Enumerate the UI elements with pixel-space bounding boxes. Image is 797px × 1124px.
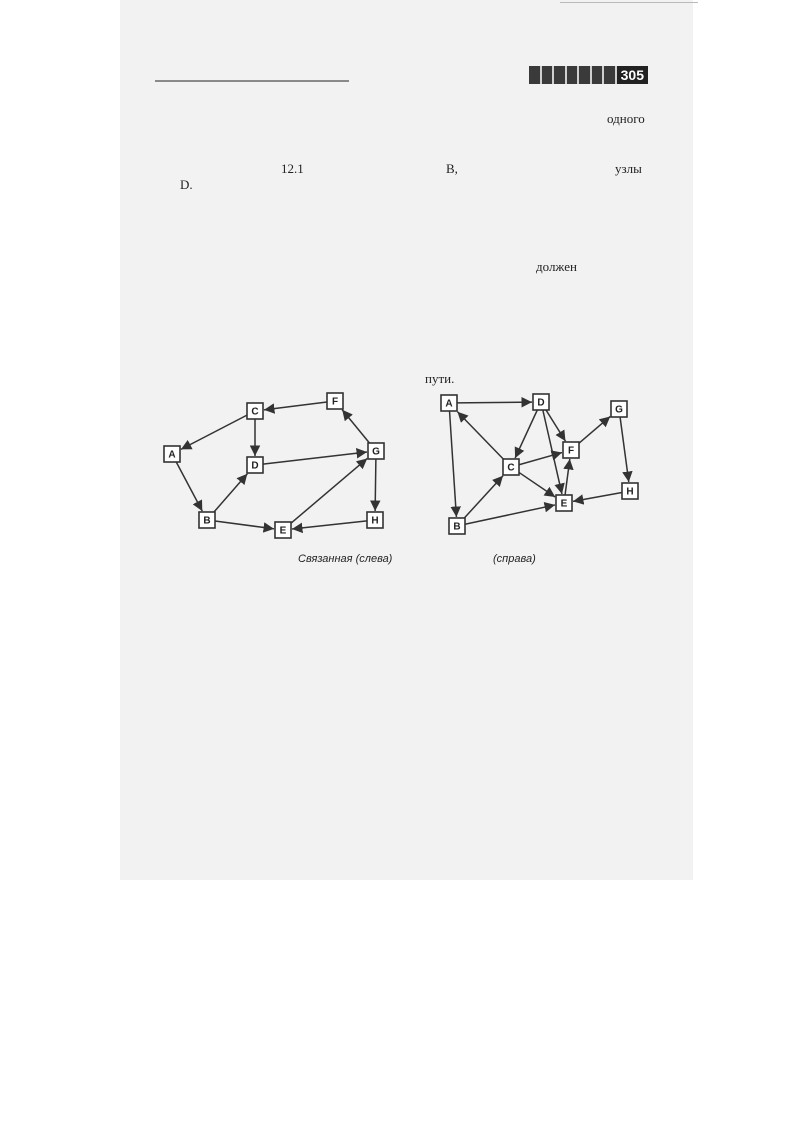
edge-b-to-e bbox=[215, 521, 274, 529]
word-d: D. bbox=[180, 177, 193, 192]
left-graph-diagram bbox=[150, 385, 410, 550]
node-f bbox=[327, 393, 343, 409]
edge-f-to-c bbox=[264, 402, 327, 410]
edge-b-to-d bbox=[214, 474, 247, 512]
node-b bbox=[199, 512, 215, 528]
edge-a-to-b bbox=[450, 411, 457, 517]
edge-d-to-c bbox=[515, 410, 537, 458]
header-stripes bbox=[529, 66, 617, 84]
node-f bbox=[563, 442, 579, 458]
node-e bbox=[556, 495, 572, 511]
node-label: H bbox=[371, 515, 379, 527]
edge-h-to-e bbox=[573, 492, 622, 501]
node-label: G bbox=[615, 404, 623, 416]
node-label: A bbox=[445, 398, 453, 410]
node-a bbox=[441, 395, 457, 411]
node-label: E bbox=[279, 525, 287, 537]
edge-a-to-d bbox=[457, 402, 532, 403]
caption-left: Связанная (слева) bbox=[298, 553, 393, 565]
edge-e-to-g bbox=[291, 458, 367, 523]
word-dolzhen: должен bbox=[536, 259, 577, 274]
node-c bbox=[503, 459, 519, 475]
node-label: F bbox=[331, 396, 339, 408]
edge-g-to-f bbox=[342, 410, 369, 443]
node-label: F bbox=[567, 445, 575, 457]
node-label: B bbox=[453, 521, 461, 533]
node-label: G bbox=[372, 446, 380, 458]
word-odnogo: одного bbox=[607, 111, 645, 126]
edge-a-to-b bbox=[176, 462, 202, 511]
edge-b-to-c bbox=[464, 476, 503, 518]
node-e bbox=[275, 522, 291, 538]
node-label: E bbox=[560, 498, 568, 510]
node-label: C bbox=[507, 462, 515, 474]
edge-d-to-e bbox=[543, 410, 562, 494]
node-label: A bbox=[168, 449, 176, 461]
node-label: D bbox=[251, 460, 259, 472]
page-number: 305 bbox=[617, 66, 648, 84]
edge-g-to-h bbox=[375, 459, 376, 511]
figure-reference: 12.1 bbox=[281, 161, 304, 176]
node-d bbox=[533, 394, 549, 410]
node-h bbox=[622, 483, 638, 499]
header-rule bbox=[155, 80, 349, 82]
node-a bbox=[164, 446, 180, 462]
caption-right: (справа) bbox=[493, 553, 536, 565]
node-label: B bbox=[203, 515, 211, 527]
right-graph-diagram bbox=[430, 385, 655, 550]
node-label: D bbox=[537, 397, 545, 409]
node-h bbox=[367, 512, 383, 528]
edge-b-to-e bbox=[465, 505, 555, 524]
word-b: B, bbox=[446, 161, 458, 176]
node-label: C bbox=[251, 406, 259, 418]
word-uzly: узлы bbox=[615, 161, 642, 176]
node-d bbox=[247, 457, 263, 473]
edge-d-to-g bbox=[263, 452, 367, 464]
node-c bbox=[247, 403, 263, 419]
page-top-rule bbox=[560, 2, 698, 3]
node-label: H bbox=[626, 486, 634, 498]
edge-g-to-h bbox=[620, 417, 629, 482]
node-g bbox=[368, 443, 384, 459]
edge-c-to-a bbox=[457, 412, 503, 459]
node-b bbox=[449, 518, 465, 534]
page-header-bar bbox=[529, 66, 648, 84]
edge-e-to-f bbox=[565, 459, 570, 495]
edge-f-to-g bbox=[579, 416, 610, 443]
edge-h-to-e bbox=[292, 521, 367, 529]
edge-c-to-a bbox=[181, 415, 247, 449]
node-g bbox=[611, 401, 627, 417]
edge-c-to-e bbox=[519, 472, 555, 497]
word-puti: пути. bbox=[425, 371, 455, 386]
